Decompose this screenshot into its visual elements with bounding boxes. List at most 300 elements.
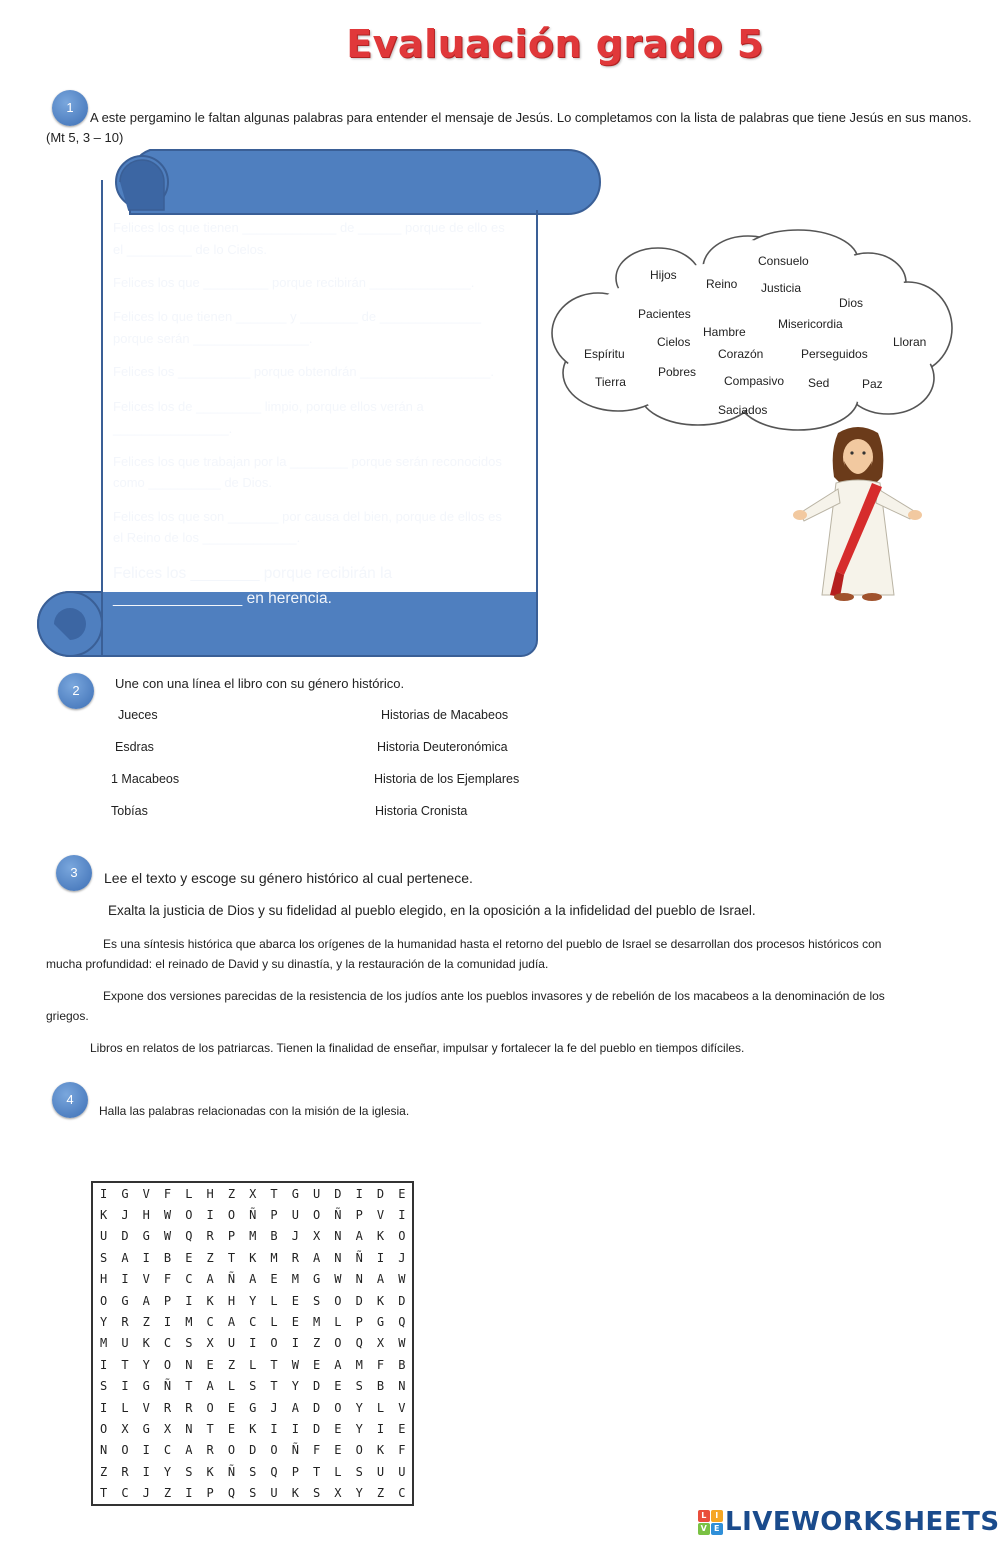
grid-cell[interactable]: I xyxy=(100,1400,108,1415)
grid-cell[interactable]: D xyxy=(376,1186,385,1201)
cloud-word: Pobres xyxy=(658,365,697,379)
grid-cell[interactable]: L xyxy=(121,1400,129,1415)
book-item[interactable]: 1 Macabeos xyxy=(111,772,180,786)
grid-cell[interactable]: G xyxy=(142,1229,150,1244)
grid-cell[interactable]: M xyxy=(270,1250,278,1265)
grid-cell[interactable]: X xyxy=(121,1421,129,1436)
cloud-word: Lloran xyxy=(893,335,927,349)
grid-cell[interactable]: H xyxy=(100,1272,108,1287)
grid-cell[interactable]: J xyxy=(270,1400,278,1415)
grid-row xyxy=(92,1397,413,1418)
grid-cell[interactable]: T xyxy=(206,1421,214,1436)
scroll-line-4: Felices lo que tienen _______ y ________ de ______________ xyxy=(113,309,481,324)
grid-cell[interactable]: Ñ xyxy=(249,1208,257,1223)
grid-cell[interactable]: O xyxy=(206,1400,214,1415)
grid-cell[interactable]: K xyxy=(249,1250,257,1265)
grid-cell[interactable]: L xyxy=(270,1293,278,1308)
liveworksheets-logo xyxy=(698,1507,1000,1537)
question-3-text-2-line2: mucha profundidad: el reinado de David y su dinastía, y la restauración de la comunidad judía. xyxy=(46,957,549,971)
cloud-word: Tierra xyxy=(595,375,626,389)
cloud-word: Pacientes xyxy=(638,307,691,321)
grid-cell[interactable]: O xyxy=(100,1421,108,1436)
grid-cell[interactable]: I xyxy=(142,1443,150,1458)
grid-cell[interactable]: M xyxy=(100,1336,108,1351)
grid-cell[interactable]: O xyxy=(270,1336,278,1351)
grid-row xyxy=(92,1290,413,1311)
grid-cell[interactable]: Y xyxy=(249,1293,257,1308)
question-3-text-1: Exalta la justicia de Dios y su fidelidad al pueblo elegido, en la oposición a la infidelidad del pueblo de Israel. xyxy=(108,903,756,918)
grid-cell[interactable]: X xyxy=(249,1186,257,1201)
grid-cell[interactable]: A xyxy=(313,1250,321,1265)
grid-cell[interactable]: K xyxy=(376,1293,385,1308)
grid-cell[interactable]: J xyxy=(398,1250,406,1265)
scroll-line-12: el Reino de los _____________. xyxy=(113,530,301,545)
grid-row xyxy=(92,1440,413,1461)
grid-cell[interactable]: C xyxy=(163,1443,172,1458)
grid-cell[interactable]: K xyxy=(206,1293,214,1308)
grid-cell[interactable]: Y xyxy=(355,1486,363,1501)
grid-cell[interactable]: R xyxy=(163,1400,172,1415)
grid-cell[interactable]: V xyxy=(398,1400,406,1415)
grid-cell[interactable]: D xyxy=(398,1293,406,1308)
grid-cell[interactable]: A xyxy=(121,1250,129,1265)
genre-item[interactable]: Historia de los Ejemplares xyxy=(374,772,520,786)
cloud-word: Corazón xyxy=(718,347,764,361)
grid-cell[interactable]: E xyxy=(398,1186,406,1201)
grid-cell[interactable]: Ñ xyxy=(227,1272,236,1287)
grid-cell[interactable]: K xyxy=(249,1421,257,1436)
grid-cell[interactable]: W xyxy=(398,1272,406,1287)
grid-cell[interactable]: X xyxy=(376,1336,385,1351)
grid-cell[interactable]: S xyxy=(355,1379,363,1394)
grid-cell[interactable]: L xyxy=(334,1315,342,1330)
logo-badge-icon: L I V E xyxy=(698,1510,723,1535)
grid-cell[interactable]: W xyxy=(398,1336,406,1351)
grid-cell[interactable]: H xyxy=(227,1293,236,1308)
grid-cell[interactable]: V xyxy=(142,1186,150,1201)
grid-cell[interactable]: S xyxy=(249,1486,257,1501)
grid-cell[interactable]: A xyxy=(376,1272,385,1287)
grid-cell[interactable]: Z xyxy=(313,1336,321,1351)
grid-cell[interactable]: E xyxy=(398,1421,406,1436)
grid-cell[interactable]: X xyxy=(163,1421,172,1436)
grid-cell[interactable]: H xyxy=(142,1208,150,1223)
grid-cell[interactable]: Z xyxy=(163,1486,172,1501)
grid-cell[interactable]: C xyxy=(398,1486,406,1501)
grid-cell[interactable]: B xyxy=(398,1357,406,1372)
grid-cell[interactable]: U xyxy=(313,1186,321,1201)
grid-cell[interactable]: R xyxy=(121,1315,129,1330)
grid-cell[interactable]: M xyxy=(355,1357,363,1372)
grid-cell[interactable]: I xyxy=(100,1186,108,1201)
grid-cell[interactable]: I xyxy=(185,1486,193,1501)
grid-cell[interactable]: R xyxy=(206,1443,214,1458)
grid-cell[interactable]: B xyxy=(376,1379,385,1394)
grid-cell[interactable]: W xyxy=(291,1357,299,1372)
grid-row xyxy=(92,1482,413,1504)
grid-cell[interactable]: Q xyxy=(355,1336,363,1351)
genre-item[interactable]: Historia Deuteronómica xyxy=(377,740,508,754)
grid-cell[interactable]: Y xyxy=(291,1379,299,1394)
grid-row xyxy=(92,1333,413,1354)
grid-cell[interactable]: E xyxy=(227,1421,236,1436)
grid-cell[interactable]: M xyxy=(291,1272,299,1287)
grid-row xyxy=(92,1376,413,1397)
grid-cell[interactable]: T xyxy=(313,1464,321,1479)
grid-cell[interactable]: G xyxy=(249,1400,257,1415)
grid-row xyxy=(92,1226,413,1247)
grid-cell[interactable]: B xyxy=(163,1250,172,1265)
grid-cell[interactable]: S xyxy=(100,1379,108,1394)
grid-cell[interactable]: W xyxy=(163,1229,172,1244)
cloud-word: Saciados xyxy=(718,403,768,417)
grid-row xyxy=(92,1247,413,1268)
scroll-line-10: como __________ de Dios. xyxy=(113,475,273,490)
word-search-grid[interactable] xyxy=(91,1181,414,1506)
grid-cell[interactable]: V xyxy=(376,1208,385,1223)
grid-cell[interactable]: C xyxy=(185,1272,193,1287)
grid-cell[interactable]: O xyxy=(334,1293,342,1308)
grid-cell[interactable]: N xyxy=(185,1357,193,1372)
grid-cell[interactable]: Z xyxy=(376,1486,385,1501)
grid-cell[interactable]: F xyxy=(313,1443,321,1458)
grid-cell[interactable]: T xyxy=(121,1357,129,1372)
logo-text: LIVEWORKSHEETS xyxy=(725,1507,1000,1537)
grid-cell[interactable]: O xyxy=(334,1400,342,1415)
grid-cell[interactable]: U xyxy=(291,1208,299,1223)
question-4-instruction: Halla las palabras relacionadas con la misión de la iglesia. xyxy=(99,1104,410,1118)
grid-cell[interactable]: D xyxy=(355,1293,363,1308)
grid-cell[interactable]: J xyxy=(121,1208,129,1223)
grid-cell[interactable]: Y xyxy=(355,1400,363,1415)
question-3-text-3-line2: griegos. xyxy=(46,1009,89,1023)
grid-cell[interactable]: G xyxy=(376,1315,385,1330)
grid-cell[interactable]: Y xyxy=(142,1357,150,1372)
grid-cell[interactable]: I xyxy=(142,1250,150,1265)
grid-cell[interactable]: E xyxy=(291,1315,299,1330)
grid-cell[interactable]: Ñ xyxy=(227,1464,236,1479)
cloud-word: Perseguidos xyxy=(801,347,868,361)
book-item[interactable]: Esdras xyxy=(115,740,154,754)
grid-cell[interactable]: O xyxy=(398,1229,406,1244)
question-1-instruction: A este pergamino le faltan algunas palabras para entender el mensaje de Jesús. Lo completamos con la lista de palabras que tiene Jesús en sus manos. xyxy=(90,110,972,125)
question-number-3: 3 xyxy=(56,855,92,891)
grid-cell[interactable]: T xyxy=(100,1486,108,1501)
grid-cell[interactable]: I xyxy=(121,1379,129,1394)
grid-cell[interactable]: I xyxy=(376,1421,385,1436)
grid-cell[interactable]: K xyxy=(142,1336,150,1351)
grid-cell[interactable]: Ñ xyxy=(334,1208,342,1223)
grid-cell[interactable]: L xyxy=(227,1379,236,1394)
grid-cell[interactable]: T xyxy=(270,1357,278,1372)
question-3-text-3-line1: Expone dos versiones parecidas de la resistencia de los judíos ante los pueblos invasores y de rebelión de los macabeos a la denominación de los xyxy=(103,989,885,1003)
grid-cell[interactable]: S xyxy=(100,1250,108,1265)
cloud-word: Compasivo xyxy=(724,374,785,388)
grid-cell[interactable]: Ñ xyxy=(355,1250,363,1265)
grid-cell[interactable]: I xyxy=(376,1250,385,1265)
grid-cell[interactable]: I xyxy=(121,1272,129,1287)
grid-cell[interactable]: E xyxy=(185,1250,193,1265)
page-title: Evaluación grado 5 xyxy=(346,22,764,66)
grid-cell[interactable]: N xyxy=(185,1421,193,1436)
scroll-line-8: ________________. xyxy=(113,421,233,436)
grid-cell[interactable]: Z xyxy=(227,1186,236,1201)
grid-cell[interactable]: E xyxy=(270,1272,278,1287)
grid-cell[interactable]: N xyxy=(398,1379,406,1394)
grid-cell[interactable]: A xyxy=(355,1229,363,1244)
scroll-line-9: Felices los que trabajan por la ________ porque serán reconocidos xyxy=(113,454,502,469)
scroll-line-1: Felices los que tienen _____________ de ______ porque de ello es xyxy=(113,220,505,235)
grid-cell[interactable]: D xyxy=(249,1443,257,1458)
grid-cell[interactable]: L xyxy=(334,1464,342,1479)
grid-cell[interactable]: F xyxy=(163,1272,172,1287)
grid-cell[interactable]: L xyxy=(270,1315,278,1330)
grid-cell[interactable]: Q xyxy=(270,1464,278,1479)
question-number-1: 1 xyxy=(52,90,88,126)
grid-cell[interactable]: Y xyxy=(163,1464,172,1479)
grid-cell[interactable]: O xyxy=(227,1443,236,1458)
question-number-4: 4 xyxy=(52,1082,88,1118)
grid-cell[interactable]: R xyxy=(291,1250,299,1265)
cloud-word: Espíritu xyxy=(584,347,625,361)
grid-cell[interactable]: Q xyxy=(398,1315,406,1330)
grid-cell[interactable]: I xyxy=(291,1336,299,1351)
genre-item[interactable]: Historias de Macabeos xyxy=(381,708,509,722)
grid-cell[interactable]: M xyxy=(185,1315,193,1330)
grid-cell[interactable]: S xyxy=(313,1486,321,1501)
grid-cell[interactable]: S xyxy=(249,1464,257,1479)
grid-cell[interactable]: G xyxy=(142,1421,150,1436)
grid-row xyxy=(92,1311,413,1332)
grid-cell[interactable]: Z xyxy=(227,1357,236,1372)
question-3-text-2-line1: Es una síntesis histórica que abarca los orígenes de la humanidad hasta el retorno del pueblo de Israel se desarrollan dos procesos históricos con xyxy=(103,937,882,951)
grid-cell[interactable]: F xyxy=(376,1357,385,1372)
grid-cell[interactable]: Ñ xyxy=(163,1379,172,1394)
grid-cell[interactable]: A xyxy=(185,1443,193,1458)
grid-cell[interactable]: I xyxy=(185,1293,193,1308)
question-number-2: 2 xyxy=(58,673,94,709)
grid-cell[interactable]: E xyxy=(313,1357,321,1372)
grid-cell[interactable]: I xyxy=(355,1186,363,1201)
grid-cell[interactable]: V xyxy=(142,1400,150,1415)
grid-row xyxy=(92,1269,413,1290)
grid-cell[interactable]: V xyxy=(142,1272,150,1287)
grid-cell[interactable]: N xyxy=(334,1229,342,1244)
grid-cell[interactable]: N xyxy=(100,1443,108,1458)
grid-cell[interactable]: Y xyxy=(355,1421,363,1436)
grid-cell[interactable]: B xyxy=(270,1229,278,1244)
grid-cell[interactable]: O xyxy=(313,1208,321,1223)
grid-cell[interactable]: C xyxy=(163,1336,172,1351)
grid-cell[interactable]: D xyxy=(313,1421,321,1436)
grid-cell[interactable]: L xyxy=(249,1357,257,1372)
grid-cell[interactable]: I xyxy=(270,1421,278,1436)
grid-cell[interactable]: X xyxy=(206,1336,214,1351)
scroll-line-13: Felices los ________ porque recibirán la xyxy=(113,565,393,582)
grid-cell[interactable]: U xyxy=(121,1336,129,1351)
cloud-word: Dios xyxy=(839,296,864,310)
grid-cell[interactable]: I xyxy=(249,1336,257,1351)
grid-cell[interactable]: O xyxy=(163,1357,172,1372)
grid-cell[interactable]: E xyxy=(291,1293,299,1308)
grid-cell[interactable]: A xyxy=(291,1400,299,1415)
grid-cell[interactable]: S xyxy=(249,1379,257,1394)
grid-cell[interactable]: S xyxy=(185,1336,193,1351)
jesus-illustration xyxy=(790,425,925,605)
grid-cell[interactable]: E xyxy=(227,1400,236,1415)
grid-cell[interactable]: O xyxy=(185,1208,193,1223)
grid-cell[interactable]: U xyxy=(398,1464,406,1479)
grid-cell[interactable]: D xyxy=(313,1379,321,1394)
grid-cell[interactable]: R xyxy=(185,1400,193,1415)
grid-cell[interactable]: I xyxy=(398,1208,406,1223)
grid-cell[interactable]: F xyxy=(163,1186,172,1201)
grid-cell[interactable]: S xyxy=(185,1464,193,1479)
grid-cell[interactable]: O xyxy=(227,1208,236,1223)
grid-cell[interactable]: R xyxy=(206,1229,214,1244)
grid-cell[interactable]: N xyxy=(355,1272,363,1287)
grid-cell[interactable]: D xyxy=(334,1186,342,1201)
grid-cell[interactable]: D xyxy=(121,1229,129,1244)
grid-cell[interactable]: R xyxy=(121,1464,129,1479)
grid-cell[interactable]: T xyxy=(227,1250,236,1265)
grid-cell[interactable]: K xyxy=(376,1443,385,1458)
grid-row xyxy=(92,1461,413,1482)
grid-cell[interactable]: U xyxy=(227,1336,236,1351)
grid-cell[interactable]: K xyxy=(291,1486,299,1501)
grid-cell[interactable]: U xyxy=(376,1464,385,1479)
grid-cell[interactable]: P xyxy=(291,1464,299,1479)
grid-cell[interactable]: Q xyxy=(227,1486,236,1501)
grid-cell[interactable]: X xyxy=(334,1486,342,1501)
grid-cell[interactable]: Y xyxy=(100,1315,108,1330)
grid-cell[interactable]: Z xyxy=(100,1464,108,1479)
grid-cell[interactable]: P xyxy=(206,1486,214,1501)
scroll-line-7: Felices los de _________ limpio, porque ellos verán a xyxy=(113,399,424,414)
grid-cell[interactable]: A xyxy=(249,1272,257,1287)
scroll-line-6: Felices los __________ porque obtendrán __________________. xyxy=(113,364,494,379)
grid-cell[interactable]: Z xyxy=(206,1250,214,1265)
question-3-instruction: Lee el texto y escoge su género histórico al cual pertenece. xyxy=(104,870,473,886)
cloud-word: Paz xyxy=(862,377,883,391)
grid-cell[interactable]: W xyxy=(334,1272,342,1287)
grid-cell[interactable]: O xyxy=(355,1443,363,1458)
grid-row xyxy=(92,1182,413,1204)
grid-cell[interactable]: J xyxy=(142,1486,150,1501)
grid-cell[interactable]: G xyxy=(121,1293,129,1308)
grid-cell[interactable]: P xyxy=(355,1315,363,1330)
grid-cell[interactable]: I xyxy=(163,1315,172,1330)
grid-cell[interactable]: I xyxy=(100,1357,108,1372)
grid-cell[interactable]: H xyxy=(206,1186,214,1201)
grid-row xyxy=(92,1418,413,1439)
grid-cell[interactable]: L xyxy=(185,1186,193,1201)
grid-cell[interactable]: C xyxy=(249,1315,257,1330)
grid-cell[interactable]: Q xyxy=(185,1229,193,1244)
grid-cell[interactable]: J xyxy=(291,1229,299,1244)
grid-row xyxy=(92,1354,413,1375)
book-item[interactable]: Jueces xyxy=(118,708,158,722)
grid-cell[interactable]: P xyxy=(270,1208,278,1223)
grid-cell[interactable]: S xyxy=(313,1293,321,1308)
grid-cell[interactable]: Ñ xyxy=(291,1443,299,1458)
grid-cell[interactable]: S xyxy=(355,1464,363,1479)
cloud-word: Sed xyxy=(808,376,830,390)
grid-cell[interactable]: D xyxy=(313,1400,321,1415)
grid-cell[interactable]: P xyxy=(355,1208,363,1223)
grid-cell[interactable]: P xyxy=(227,1229,236,1244)
grid-cell[interactable]: O xyxy=(121,1443,129,1458)
grid-cell[interactable]: A xyxy=(227,1315,236,1330)
grid-cell[interactable]: G xyxy=(313,1272,321,1287)
grid-row xyxy=(92,1204,413,1225)
cloud-word: Reino xyxy=(706,277,738,291)
grid-cell[interactable]: C xyxy=(121,1486,129,1501)
grid-cell[interactable]: I xyxy=(206,1208,214,1223)
grid-cell[interactable]: E xyxy=(334,1443,342,1458)
scroll-line-2: el _________ de lo Cielos. xyxy=(113,242,267,257)
question-2-instruction: Une con una línea el libro con su género histórico. xyxy=(115,676,405,691)
grid-cell[interactable]: E xyxy=(206,1357,214,1372)
grid-cell[interactable]: O xyxy=(334,1336,342,1351)
grid-cell[interactable]: N xyxy=(334,1250,342,1265)
scroll-line-5: porque serán ________________. xyxy=(113,331,313,346)
grid-cell[interactable]: A xyxy=(206,1272,214,1287)
grid-cell[interactable]: G xyxy=(291,1186,299,1201)
question-3-text-4: Libros en relatos de los patriarcas. Tienen la finalidad de enseñar, impulsar y fortalecer la fe del pueblo en tiempos difíciles. xyxy=(90,1041,745,1055)
grid-cell[interactable]: O xyxy=(100,1293,108,1308)
grid-cell[interactable]: F xyxy=(398,1443,406,1458)
grid-cell[interactable]: O xyxy=(270,1443,278,1458)
grid-cell[interactable]: C xyxy=(206,1315,214,1330)
cloud-word: Hijos xyxy=(650,268,677,282)
grid-cell[interactable]: I xyxy=(142,1464,150,1479)
book-item[interactable]: Tobías xyxy=(111,804,148,818)
grid-cell[interactable]: K xyxy=(376,1229,385,1244)
grid-cell[interactable]: E xyxy=(334,1421,342,1436)
grid-cell[interactable]: W xyxy=(163,1208,172,1223)
grid-cell[interactable]: T xyxy=(185,1379,193,1394)
grid-cell[interactable]: X xyxy=(313,1229,321,1244)
grid-cell[interactable]: K xyxy=(100,1208,108,1223)
grid-cell[interactable]: A xyxy=(206,1379,214,1394)
grid-cell[interactable]: T xyxy=(270,1379,278,1394)
grid-cell[interactable]: G xyxy=(142,1379,150,1394)
grid-cell[interactable]: G xyxy=(121,1186,129,1201)
grid-cell[interactable]: L xyxy=(376,1400,385,1415)
cloud-word: Consuelo xyxy=(758,254,809,268)
cloud-word: Justicia xyxy=(761,281,802,295)
grid-cell[interactable]: I xyxy=(291,1421,299,1436)
cloud-word: Hambre xyxy=(703,325,746,339)
grid-cell[interactable]: E xyxy=(334,1379,342,1394)
genre-item[interactable]: Historia Cronista xyxy=(375,804,468,818)
grid-cell[interactable]: Z xyxy=(142,1315,150,1330)
grid-cell[interactable]: U xyxy=(100,1229,108,1244)
grid-cell[interactable]: U xyxy=(270,1486,278,1501)
grid-cell[interactable]: K xyxy=(206,1464,214,1479)
grid-cell[interactable]: T xyxy=(270,1186,278,1201)
scroll-line-14: _______________ en herencia. xyxy=(113,590,332,607)
grid-cell[interactable]: M xyxy=(249,1229,257,1244)
grid-cell[interactable]: P xyxy=(163,1293,172,1308)
grid-cell[interactable]: A xyxy=(334,1357,342,1372)
cloud-word: Cielos xyxy=(657,335,691,349)
grid-cell[interactable]: A xyxy=(142,1293,150,1308)
scroll-line-11: Felices los que son _______ por causa del bien, porque de ellos es xyxy=(113,509,502,524)
cloud-word: Misericordia xyxy=(778,317,843,331)
grid-cell[interactable]: M xyxy=(313,1315,321,1330)
